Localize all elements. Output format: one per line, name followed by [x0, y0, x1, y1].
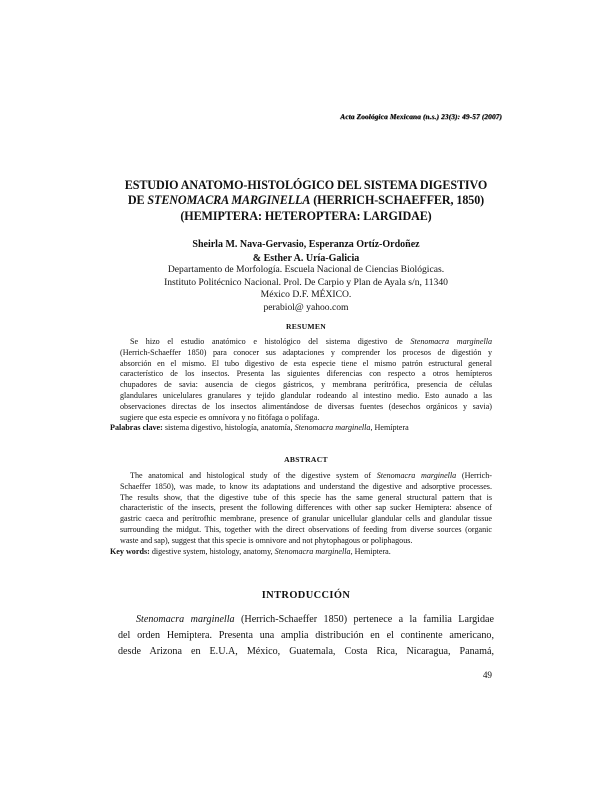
authors — [100, 238, 512, 266]
affiliation-email: perabiol@ yahoo.com — [263, 301, 349, 313]
introduction-line: del orden Hemiptera. Presenta una amplia distribución en el continente americano, — [118, 630, 494, 642]
affiliation-line: México D.F. MÉXICO. — [260, 289, 352, 301]
introduction-line: desde Arizona en E.U.A, México, Guatemala, Costa Rica, Nicaragua, Panamá, — [118, 646, 494, 658]
resumen-line: glandulares unicelulares granulares y tejido glandular rodeando al intestino medio. Esto aunado a las — [120, 390, 492, 400]
title-line-1: ESTUDIO ANATOMO-HISTOLÓGICO DEL SISTEMA DIGESTIVO — [124, 178, 488, 192]
resumen-line: (Herrich-Schaeffer 1850) para conocer sus adaptaciones y comprender los procesos de digestión y — [120, 347, 492, 357]
title-line-2: DE STENOMACRA MARGINELLA (HERRICH-SCHAEFFER, 1850) — [127, 193, 485, 208]
abstract-line: The results show, that the digestive tube of this specie has the same general structural pattern that is — [120, 492, 492, 502]
abstract-heading: ABSTRACT — [284, 455, 328, 464]
abstract-line: characteristic of the insects, present the following differences with other sap sucker Hemiptera: absence of — [120, 503, 492, 513]
introduction-body — [118, 612, 494, 661]
article-title — [100, 178, 512, 224]
resumen-line: sugiere que esta especie es omnívora y no fitófaga o polífaga. — [120, 412, 320, 422]
abstract-line: The anatomical and histological study of the digestive system of Stenomacra marginella (Herrich- — [130, 471, 492, 480]
title-species: STENOMACRA MARGINELLA — [147, 193, 311, 208]
abstract-keywords: Key words: digestive system, histology, anatomy, Stenomacra marginella, Hemiptera. — [110, 546, 391, 556]
title-line-3: (HEMIPTERA: HETEROPTERA: LARGIDAE) — [180, 208, 432, 223]
journal-reference: Acta Zoológica Mexicana (n.s.) 23(3): 49-57 (2007) — [340, 112, 502, 121]
resumen-line: absorción en el mismo. El tubo digestivo de esta especie tiene el mismo patrón estructural general — [120, 358, 492, 368]
introduction-heading: INTRODUCCIÓN — [261, 590, 351, 601]
abstract-body — [110, 471, 492, 557]
resumen-body — [110, 337, 492, 434]
authors-line-1: Sheirla M. Nava-Gervasio, Esperanza Ortíz-Ordoñez — [192, 239, 420, 250]
resumen-heading: RESUMEN — [285, 322, 327, 331]
affiliation — [100, 264, 512, 314]
introduction-line: Stenomacra marginella (Herrich-Schaeffer 1850) pertenece a la familia Largidae — [136, 614, 494, 625]
affiliation-line: Departamento de Morfología. Escuela Nacional de Ciencias Biológicas. — [167, 264, 445, 275]
resumen-line: característico de los insectos. Presenta las siguientes diferencias con respecto a otros hemípteros — [120, 369, 492, 379]
resumen-keywords: Palabras clave: sistema digestivo, histología, anatomía, Stenomacra marginella, Hemíptera — [110, 423, 409, 433]
resumen-line: observaciones directas de los insectos alimentándose de diversas fuentes (desechos orgánicos y savia) — [120, 401, 492, 411]
page-number: 49 — [482, 670, 492, 680]
affiliation-line: Instituto Politécnico Nacional. Prol. De Carpio y Plan de Ayala s/n, 11340 — [164, 276, 448, 288]
abstract-line: waste and sap), suggest that this specie is omnivore and not phytophagous or poliphagous. — [120, 535, 413, 545]
resumen-line: Se hizo el estudio anatómico e histológico del sistema digestivo de Stenomacra marginella — [130, 337, 492, 346]
resumen-line: chupadores de savia: ausencia de ciegos gástricos, y membrana perítrófica, presencia de células — [120, 380, 492, 390]
abstract-line: surrounding the midgut. This, together with the direct observations of feeding from diverse sources (organic — [120, 524, 492, 534]
abstract-line: gastric caeca and perítrofhic membrane, presence of granular unicellular glandular cells and glandular tissue — [120, 514, 492, 524]
authors-line-2: & Esther A. Uría-Galicia — [252, 253, 360, 264]
abstract-line: Schaeffer 1850), was made, to know its adaptations and understand the digestive and adsorptive processes. — [120, 481, 492, 491]
